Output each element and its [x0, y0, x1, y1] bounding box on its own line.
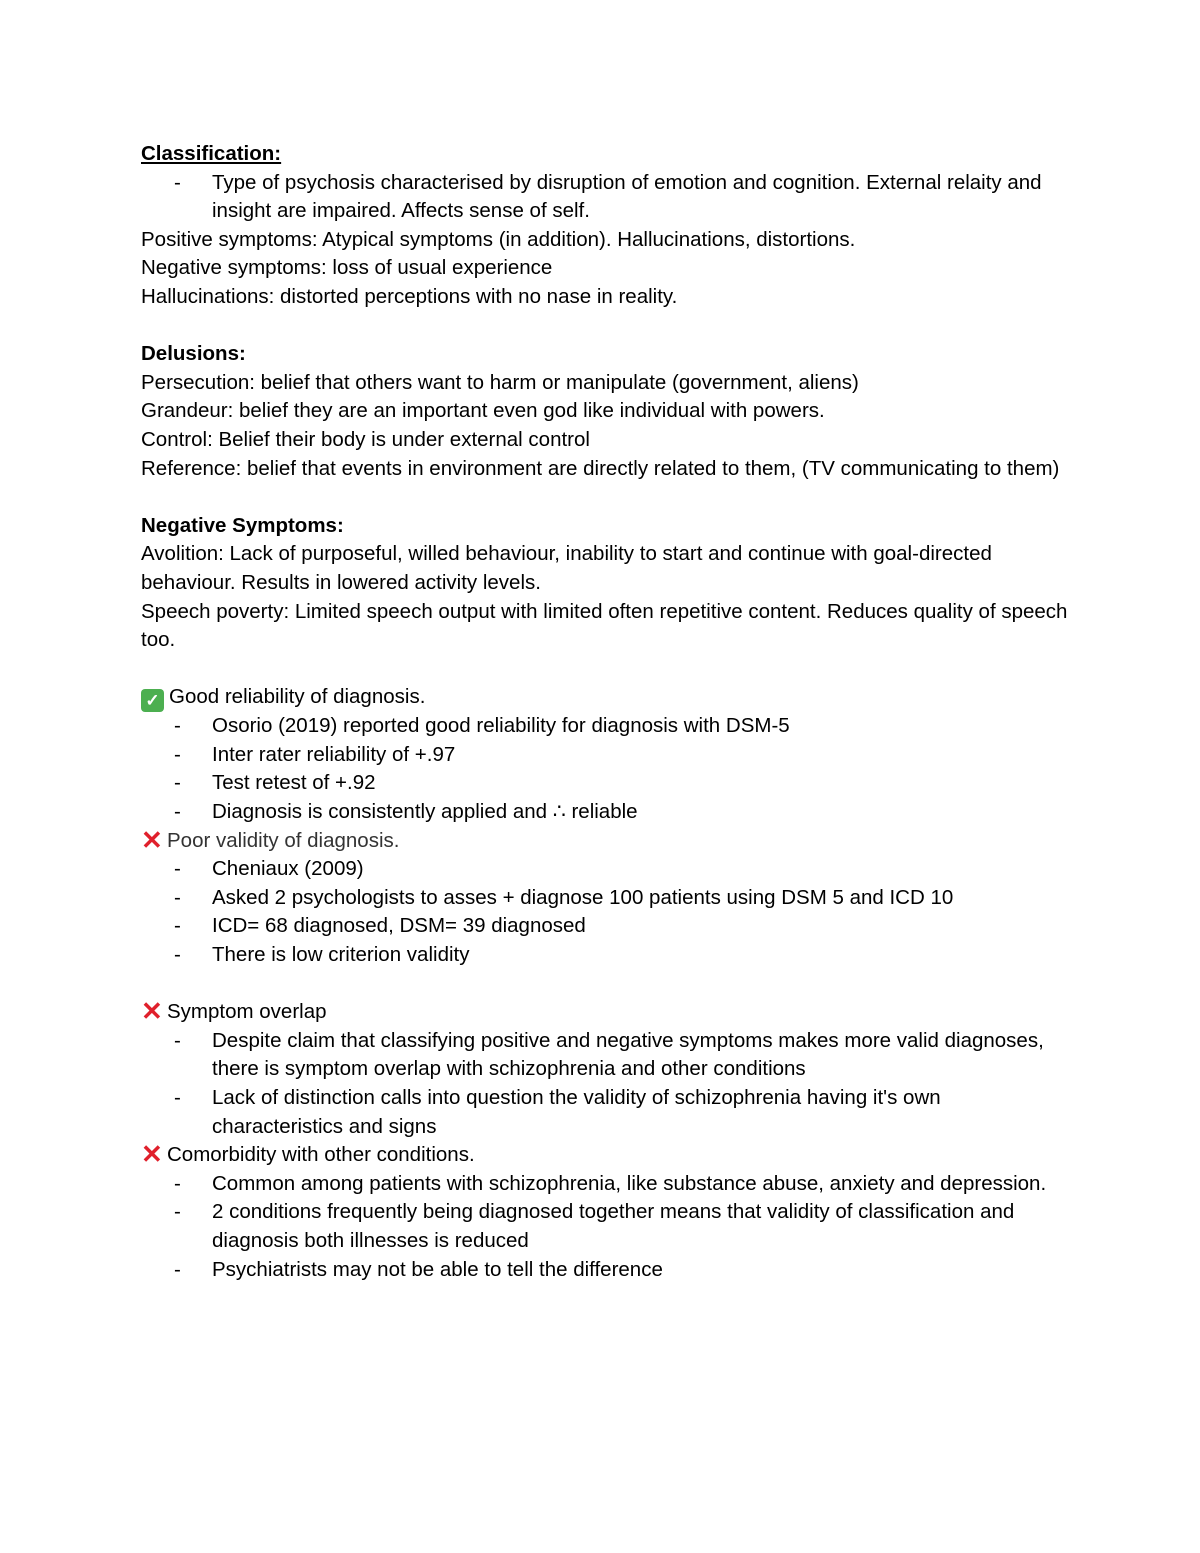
validity-title — [141, 824, 1071, 856]
bullet-dash: - — [174, 857, 181, 881]
overlap-title-text: Symptom overlap — [167, 1000, 327, 1024]
bullet-dash: - — [174, 771, 181, 795]
list-item — [141, 1198, 1071, 1255]
bullet-text: Cheniaux (2009) — [212, 857, 364, 881]
negative-symptoms-heading: Negative Symptoms: — [141, 513, 344, 537]
bullet-text: Despite claim that classifying positive and negative symptoms makes more valid diagnoses, there is symptom overlap with schizophrenia and other conditions — [212, 1028, 1044, 1081]
delusions-heading: Delusions: — [141, 342, 246, 366]
bullet-dash: - — [174, 714, 181, 738]
bullet-dash: - — [174, 1257, 181, 1281]
overlap-title — [141, 998, 1071, 1027]
cross-icon: ✕ — [141, 1139, 163, 1170]
classification-bullet — [141, 169, 1071, 226]
reliability-title-text: Good reliability of diagnosis. — [169, 685, 426, 709]
bullet-dash: - — [174, 742, 181, 766]
list-item — [141, 1084, 1071, 1141]
validity-title-text: Poor validity of diagnosis. — [167, 828, 400, 852]
bullet-dash: - — [174, 1028, 181, 1052]
comorbidity-title — [141, 1141, 1071, 1170]
bullet-text: Diagnosis is consistently applied and ∴ reliable — [212, 800, 638, 824]
reliability-title — [141, 683, 1071, 712]
comorbidity-title-text: Comorbidity with other conditions. — [167, 1143, 475, 1167]
grandeur-line: Grandeur: belief they are an important even god like individual with powers. — [141, 399, 825, 423]
bullet-dash: - — [174, 1086, 181, 1109]
list-item — [141, 1256, 1071, 1285]
list-item — [141, 712, 1071, 741]
spacer — [141, 312, 1071, 341]
negative-symptoms-line: Negative symptoms: loss of usual experience — [141, 256, 553, 280]
notes-content — [141, 140, 1071, 1284]
bullet-text: Osorio (2019) reported good reliability for diagnosis with DSM-5 — [212, 714, 790, 738]
bullet-text: Lack of distinction calls into question the validity of schizophrenia having it's own characteristics and signs — [212, 1086, 941, 1138]
bullet-text: ICD= 68 diagnosed, DSM= 39 diagnosed — [212, 914, 586, 938]
avolition-line: Avolition: Lack of purposeful, willed behaviour, inability to start and continue with goal-directed behaviour. Results in lowered activity levels. — [141, 542, 992, 594]
cross-icon: ✕ — [141, 996, 163, 1027]
speech-poverty-line: Speech poverty: Limited speech output with limited often repetitive content. Reduces quality of speech too. — [141, 599, 1068, 652]
bullet-text: 2 conditions frequently being diagnosed together means that validity of classification and diagnosis both illnesses is reduced — [212, 1200, 1015, 1252]
bullet-text: Common among patients with schizophrenia, like substance abuse, anxiety and depression. — [212, 1171, 1047, 1195]
list-item — [141, 769, 1071, 798]
bullet-dash: - — [174, 1200, 181, 1224]
bullet-text: There is low criterion validity — [212, 943, 470, 967]
bullet-dash: - — [174, 800, 181, 824]
persecution-line: Persecution: belief that others want to harm or manipulate (government, aliens) — [141, 370, 859, 394]
list-item — [141, 1170, 1071, 1199]
bullet-dash: - — [174, 1171, 181, 1195]
list-item — [141, 1027, 1071, 1084]
list-item — [141, 884, 1071, 913]
positive-symptoms-line: Positive symptoms: Atypical symptoms (in addition). Hallucinations, distortions. — [141, 227, 856, 251]
cross-icon: ✕ — [141, 824, 163, 855]
bullet-text: Psychiatrists may not be able to tell the difference — [212, 1257, 663, 1281]
hallucinations-line: Hallucinations: distorted perceptions with no nase in reality. — [141, 284, 678, 308]
control-line: Control: Belief their body is under external control — [141, 427, 590, 451]
list-item — [141, 798, 1071, 827]
list-item — [141, 855, 1071, 884]
bullet-dash: - — [174, 943, 181, 967]
bullet-dash: - — [174, 885, 181, 909]
bullet-text: Test retest of +.92 — [212, 771, 376, 795]
list-item — [141, 941, 1071, 970]
spacer — [141, 970, 1071, 999]
spacer — [141, 483, 1071, 512]
bullet-dash: - — [174, 914, 181, 938]
list-item — [141, 912, 1071, 941]
bullet-text: Inter rater reliability of +.97 — [212, 742, 456, 766]
classification-heading: Classification: — [141, 142, 282, 165]
reference-line: Reference: belief that events in environment are directly related to them, (TV communicating to them) — [141, 456, 1060, 480]
bullet-dash: - — [174, 170, 181, 194]
check-icon: ✓ — [141, 689, 164, 712]
list-item — [141, 741, 1071, 770]
spacer — [141, 655, 1071, 684]
bullet-text: Type of psychosis characterised by disruption of emotion and cognition. External relaity and insight are impaired. Affects sense of self. — [212, 170, 1042, 223]
bullet-text: Asked 2 psychologists to asses + diagnose 100 patients using DSM 5 and ICD 10 — [212, 885, 954, 909]
